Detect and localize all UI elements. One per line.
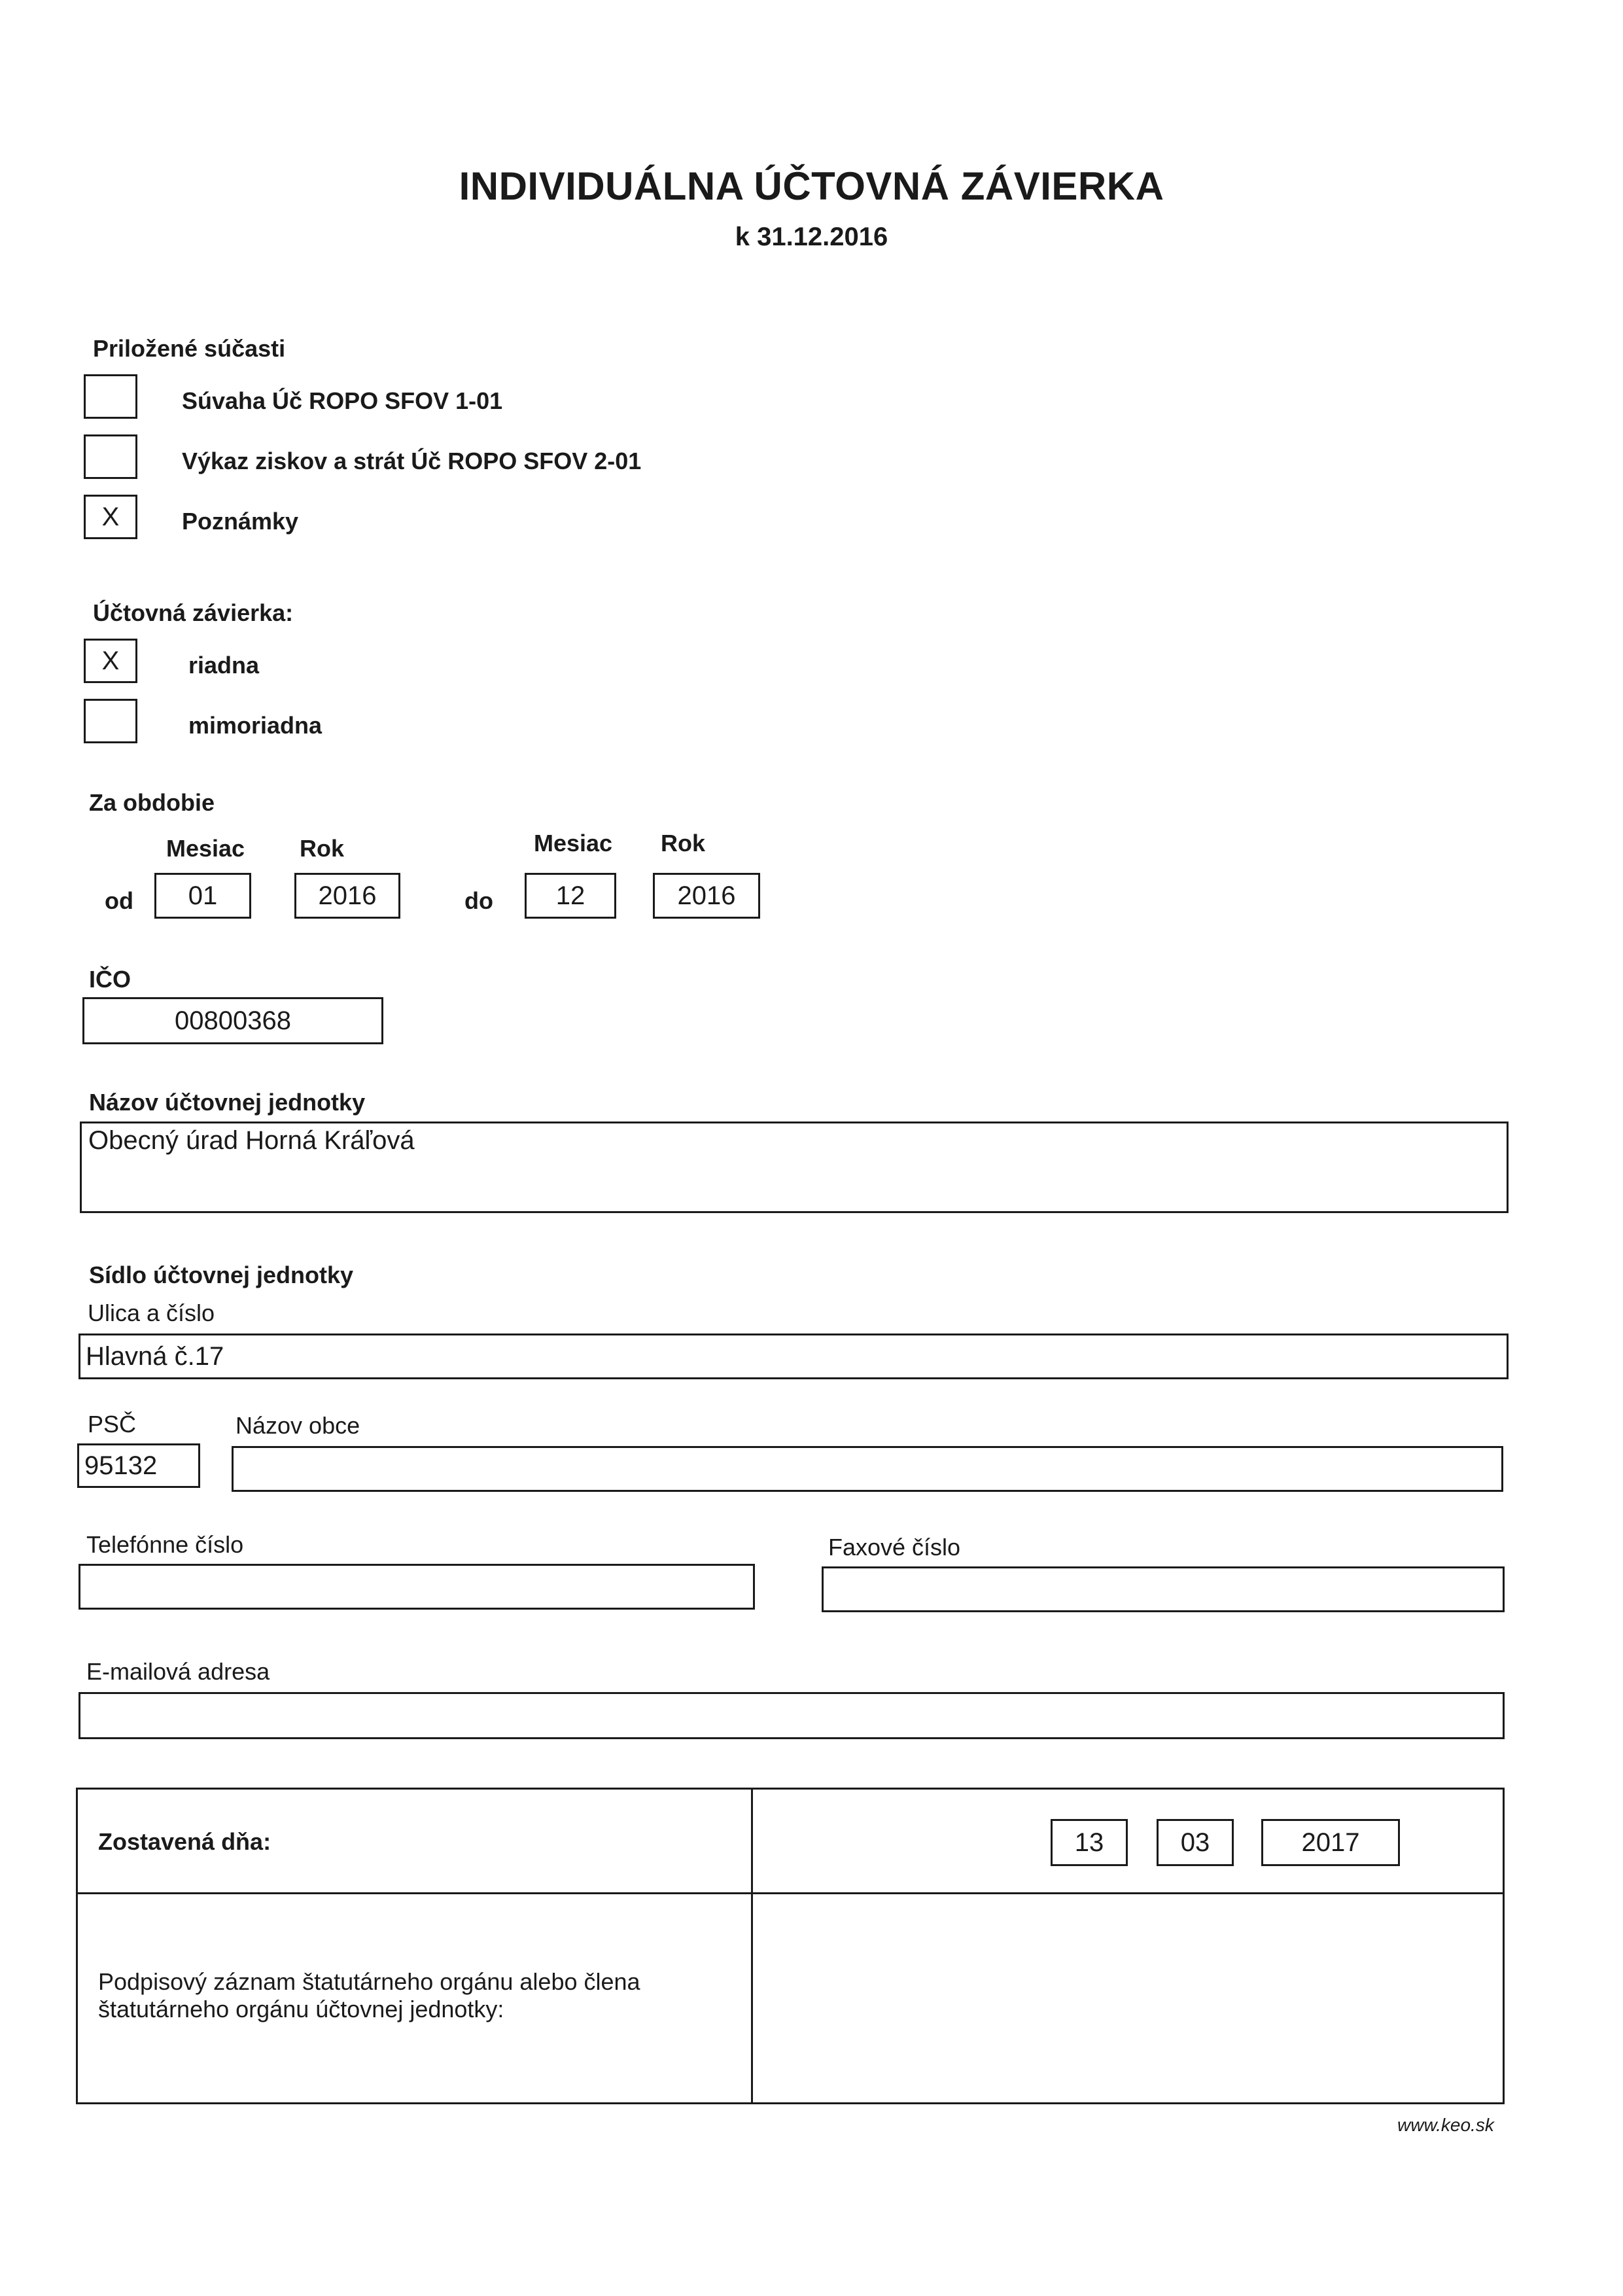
statement-extraordinary-label: mimoriadna — [188, 712, 323, 739]
attachment-notes-checkbox[interactable]: X — [84, 495, 137, 539]
period-from-year-field[interactable]: 2016 — [294, 873, 400, 919]
period-to-year-field[interactable]: 2016 — [653, 873, 760, 919]
period-from-month-field[interactable]: 01 — [154, 873, 251, 919]
period-to-month-field[interactable]: 12 — [525, 873, 616, 919]
email-label: E-mailová adresa — [86, 1658, 270, 1685]
compiled-year-field[interactable]: 2017 — [1261, 1819, 1400, 1866]
compiled-day-field[interactable]: 13 — [1051, 1819, 1128, 1866]
period-to-year-label: Rok — [661, 830, 706, 857]
document-date: k 31.12.2016 — [735, 222, 888, 251]
statement-regular-checkbox[interactable]: X — [84, 639, 137, 683]
attachment-notes-label: Poznámky — [182, 508, 299, 535]
city-label: Názov obce — [236, 1412, 360, 1439]
footer-website: www.keo.sk — [1397, 2115, 1494, 2135]
attachment-income-checkbox[interactable] — [84, 434, 137, 479]
signature-area[interactable] — [754, 1895, 1503, 2103]
signature-label-line1: Podpisový záznam štatutárneho orgánu alebo člena — [98, 1968, 640, 1995]
period-from-label: od — [105, 887, 133, 914]
signature-table-vertical-divider — [751, 1788, 753, 2104]
attachment-balance-checkbox[interactable] — [84, 374, 137, 419]
email-field[interactable] — [79, 1692, 1505, 1739]
period-to-month-label: Mesiac — [534, 830, 613, 857]
entity-name-field[interactable]: Obecný úrad Horná Kráľová — [80, 1122, 1509, 1213]
compiled-month-field[interactable]: 03 — [1157, 1819, 1234, 1866]
attachment-balance-label: Súvaha Úč ROPO SFOV 1-01 — [182, 387, 503, 414]
ico-label: IČO — [89, 966, 131, 993]
phone-label: Telefónne číslo — [86, 1531, 244, 1558]
signature-label-line2: štatutárneho orgánu účtovnej jednotky: — [98, 1996, 504, 2022]
seat-heading: Sídlo účtovnej jednotky — [89, 1262, 354, 1288]
period-to-label: do — [464, 887, 493, 914]
fax-label: Faxové číslo — [828, 1534, 961, 1561]
psc-label: PSČ — [88, 1411, 137, 1438]
period-heading: Za obdobie — [89, 789, 215, 816]
street-field[interactable]: Hlavná č.17 — [79, 1333, 1509, 1379]
period-from-month-label: Mesiac — [166, 835, 245, 862]
phone-field[interactable] — [79, 1564, 755, 1610]
statement-type-heading: Účtovná závierka: — [93, 599, 294, 626]
signature-table-horizontal-divider — [76, 1892, 1505, 1894]
period-from-year-label: Rok — [300, 835, 345, 862]
street-label: Ulica a číslo — [88, 1299, 215, 1326]
attachments-heading: Priložené súčasti — [93, 335, 286, 362]
city-field[interactable] — [232, 1446, 1503, 1492]
document-title: INDIVIDUÁLNA ÚČTOVNÁ ZÁVIERKA — [459, 164, 1164, 208]
entity-name-label: Názov účtovnej jednotky — [89, 1089, 366, 1116]
psc-field[interactable]: 95132 — [77, 1443, 200, 1488]
fax-field[interactable] — [822, 1566, 1505, 1612]
statement-extraordinary-checkbox[interactable] — [84, 699, 137, 743]
compiled-label: Zostavená dňa: — [98, 1828, 271, 1855]
statement-regular-label: riadna — [188, 652, 260, 679]
attachment-income-label: Výkaz ziskov a strát Úč ROPO SFOV 2-01 — [182, 448, 642, 474]
ico-field[interactable]: 00800368 — [82, 997, 383, 1044]
